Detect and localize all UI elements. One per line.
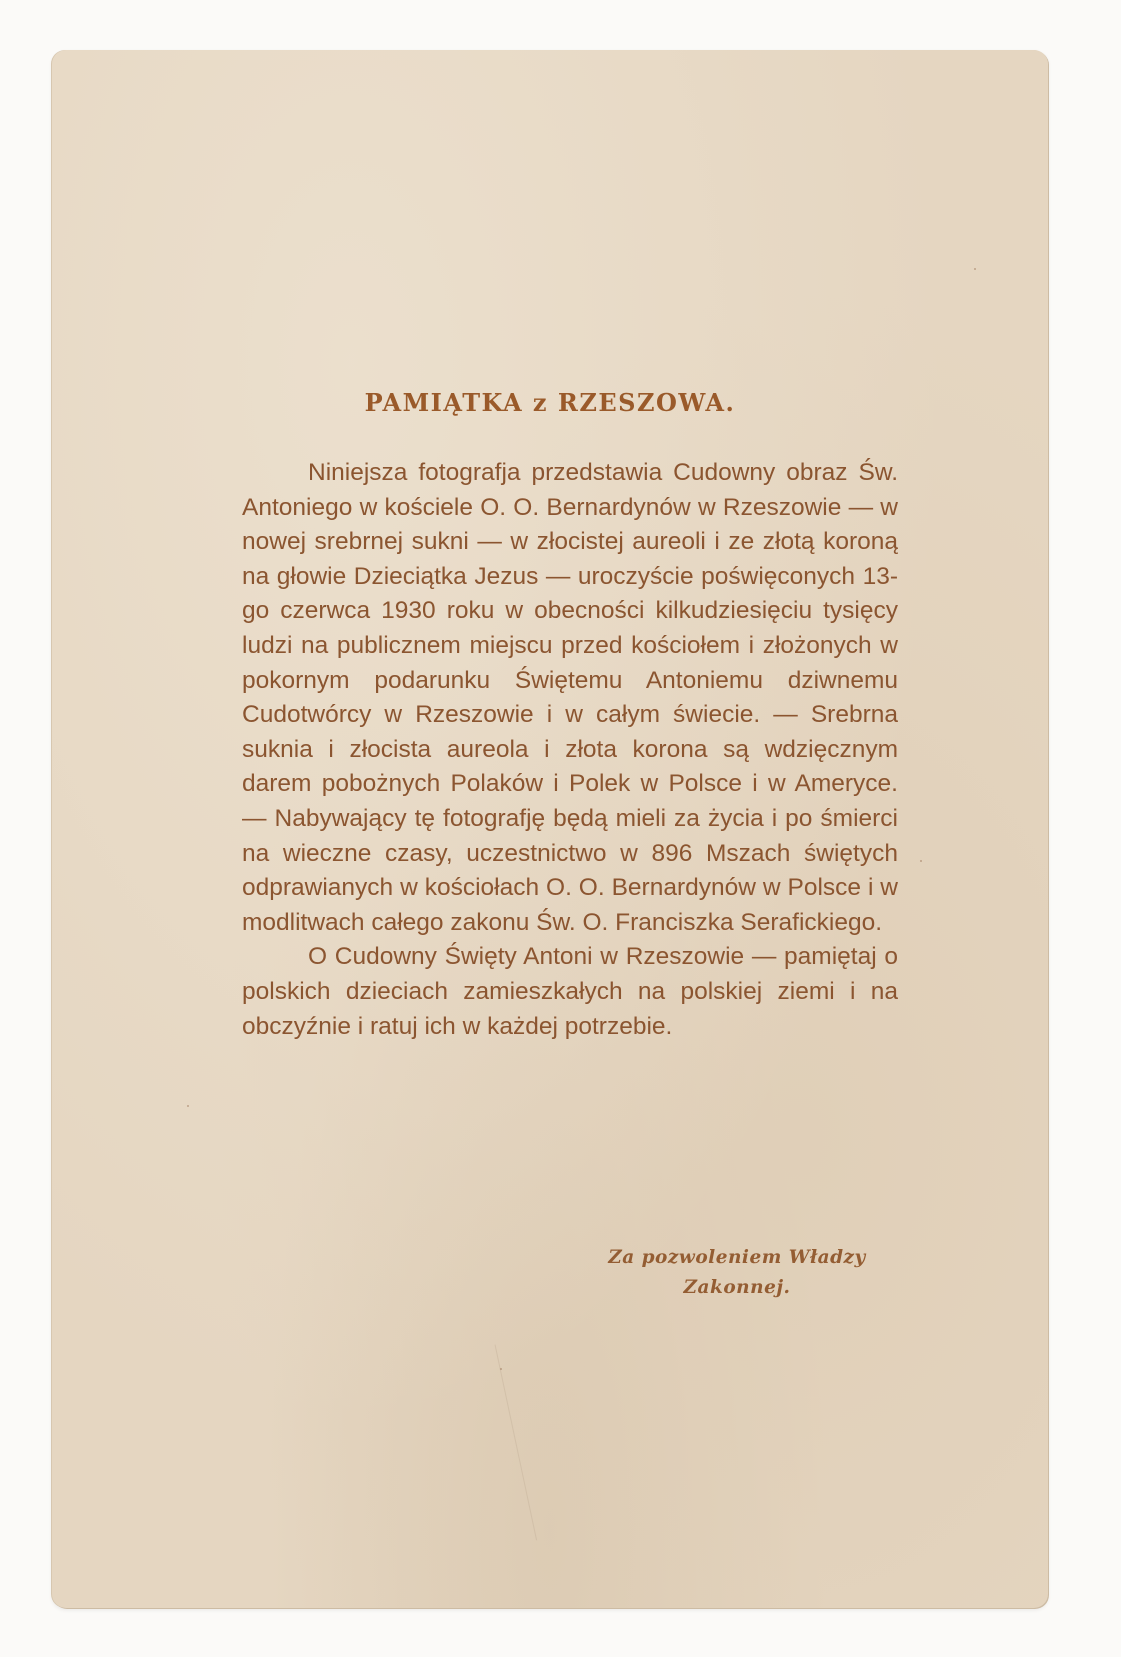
permission-note <box>572 1243 902 1303</box>
prayer-card <box>52 50 1048 1608</box>
permission-line-1: Za pozwoleniem Władzy <box>608 1247 866 1268</box>
paper-speck <box>974 268 976 270</box>
card-title: PAMIĄTKA z RZESZOWA. <box>364 388 736 417</box>
permission-line-2: Zakonnej. <box>683 1277 791 1298</box>
paragraph-prayer: O Cudowny Święty Antoni w Rzeszowie — pamiętaj o polskich dzieciach zamieszkałych na polskiej ziemi i na obczyźnie i ratuj ich w każdej potrzebie. <box>242 943 898 1040</box>
paper-speck <box>187 1105 189 1107</box>
paper-crease <box>495 1320 655 1541</box>
paragraph-description: Niniejsza fotografja przedstawia Cudowny obraz Św. Antoniego w kościele O. O. Bernardynów w Rzeszowie — w nowej srebrnej sukni — w złocistej aureoli i ze złotą koroną na głowie Dzieciątka Jezus — uroczyście poświęconych 13-go czerwca 1930 roku w obecności kilkudziesięciu tysięcy ludzi na publicznem miejscu przed kościołem i złożonych w pokornym podarunku Świętemu Antoniemu dziwnemu Cudotwórcy w Rzeszowie i w całym świecie. — Srebrna suknia i złocista aureola i złota korona są wdzięcznym darem pobożnych Polaków i Polek w Polsce i w Ameryce. — Nabywający tę fotografję będą mieli za życia i po śmierci na wieczne czasy, uczestnictwo w 896 Mszach świętych odprawianych w kościołach O. O. Bernardynów w Polsce i w modlitwach całego zakonu Św. O. Franciszka Serafickiego. <box>242 459 898 936</box>
paper-speck <box>920 860 922 862</box>
card-body <box>242 456 898 1044</box>
paper-speck <box>500 1368 502 1370</box>
